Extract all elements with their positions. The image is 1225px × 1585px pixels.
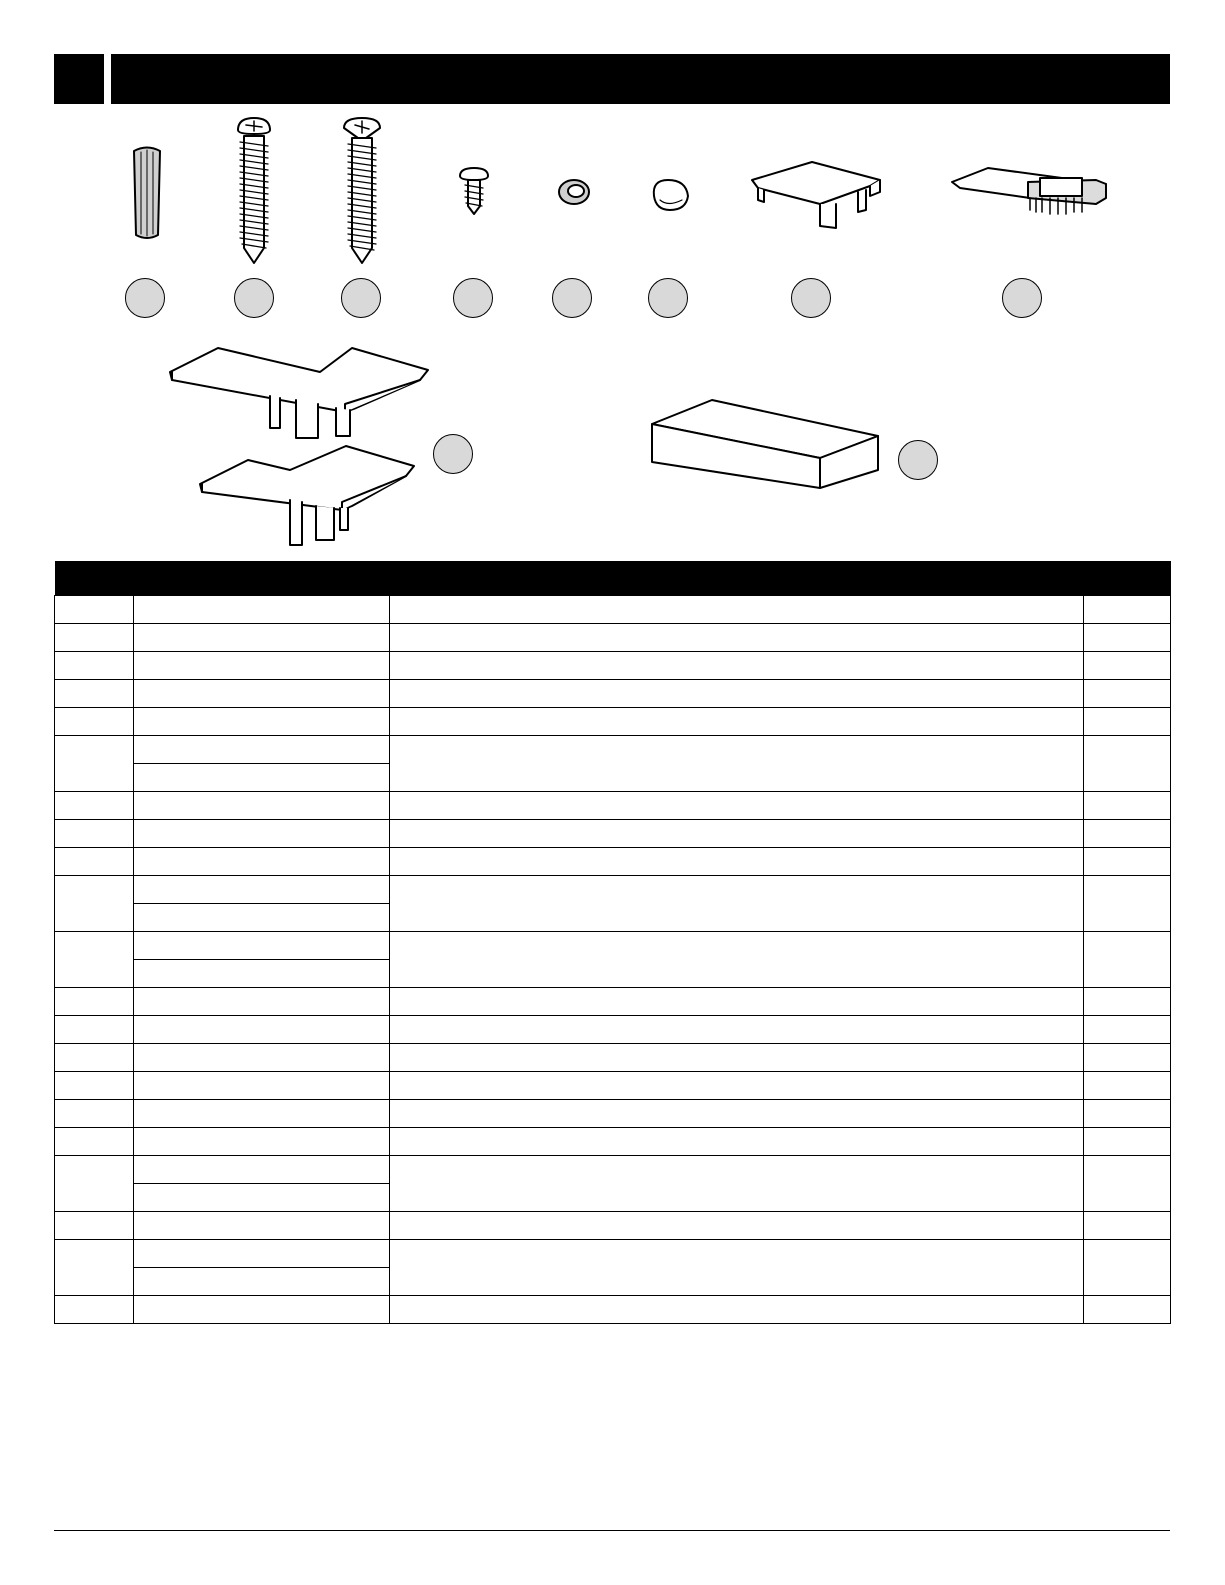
row-part-number	[134, 1072, 390, 1100]
footer-divider	[54, 1530, 1170, 1531]
table-row	[55, 848, 1171, 876]
row-part-number	[134, 1240, 390, 1268]
table-row	[55, 596, 1171, 624]
row-key	[55, 708, 134, 736]
row-part-number	[134, 876, 390, 904]
row-part-number	[134, 1016, 390, 1044]
row-quantity	[1084, 680, 1171, 708]
callout-end-cap	[791, 278, 831, 318]
row-quantity	[1084, 876, 1171, 932]
row-part-number	[134, 624, 390, 652]
table-row	[55, 1156, 1171, 1184]
corner-cap-icon	[170, 348, 428, 545]
row-description	[390, 1212, 1084, 1240]
cap-plug-icon	[654, 180, 688, 210]
pan-head-screw-icon	[238, 118, 270, 263]
row-part-number	[134, 708, 390, 736]
row-quantity	[1084, 848, 1171, 876]
callout-flat-screw	[341, 278, 381, 318]
table-row	[55, 820, 1171, 848]
row-description	[390, 624, 1084, 652]
header-key	[55, 561, 134, 596]
row-part-number	[134, 680, 390, 708]
callout-anchor	[125, 278, 165, 318]
row-part-number	[134, 932, 390, 960]
table-row	[55, 932, 1171, 960]
table-row	[55, 988, 1171, 1016]
row-description	[390, 876, 1084, 932]
row-quantity	[1084, 736, 1171, 792]
row-key	[55, 1296, 134, 1324]
table-row	[55, 680, 1171, 708]
row-quantity	[1084, 820, 1171, 848]
row-description	[390, 848, 1084, 876]
table-header-row	[55, 561, 1171, 596]
bracket-clip-icon	[952, 168, 1106, 214]
row-key	[55, 848, 134, 876]
table-row	[55, 792, 1171, 820]
row-quantity	[1084, 708, 1171, 736]
row-description	[390, 652, 1084, 680]
table-row	[55, 708, 1171, 736]
table-row	[55, 1296, 1171, 1324]
callout-spacer-block	[898, 440, 938, 480]
callout-short-screw	[453, 278, 493, 318]
header-description	[390, 561, 1084, 596]
row-key	[55, 1044, 134, 1072]
row-part-number	[134, 1268, 390, 1296]
row-part-number	[134, 988, 390, 1016]
row-description	[390, 1044, 1084, 1072]
grommet-icon	[559, 180, 589, 204]
callout-corner-cap	[433, 434, 473, 474]
row-key	[55, 1016, 134, 1044]
callout-pan-screw	[234, 278, 274, 318]
row-part-number	[134, 1128, 390, 1156]
table-row	[55, 1212, 1171, 1240]
row-key	[55, 792, 134, 820]
table-row	[55, 736, 1171, 764]
spacer-block-icon	[652, 400, 878, 488]
row-part-number	[134, 960, 390, 988]
row-key	[55, 932, 134, 988]
row-key	[55, 652, 134, 680]
row-description	[390, 792, 1084, 820]
row-description	[390, 1296, 1084, 1324]
row-description	[390, 736, 1084, 792]
row-quantity	[1084, 1156, 1171, 1212]
row-key	[55, 596, 134, 624]
row-quantity	[1084, 1100, 1171, 1128]
row-part-number	[134, 764, 390, 792]
row-part-number	[134, 848, 390, 876]
row-part-number	[134, 596, 390, 624]
table-row	[55, 1072, 1171, 1100]
row-quantity	[1084, 1044, 1171, 1072]
hardware-illustrations	[0, 0, 1225, 560]
row-part-number	[134, 652, 390, 680]
row-quantity	[1084, 1212, 1171, 1240]
row-description	[390, 988, 1084, 1016]
table-row	[55, 1044, 1171, 1072]
row-part-number	[134, 820, 390, 848]
row-quantity	[1084, 1128, 1171, 1156]
row-part-number	[134, 792, 390, 820]
row-quantity	[1084, 652, 1171, 680]
row-description	[390, 1156, 1084, 1212]
table-row	[55, 876, 1171, 904]
row-description	[390, 708, 1084, 736]
row-key	[55, 1128, 134, 1156]
row-part-number	[134, 1184, 390, 1212]
row-quantity	[1084, 1016, 1171, 1044]
callout-cap-plug	[648, 278, 688, 318]
row-key	[55, 988, 134, 1016]
row-description	[390, 1128, 1084, 1156]
row-description	[390, 596, 1084, 624]
parts-list-table	[54, 561, 1171, 1324]
row-key	[55, 1100, 134, 1128]
row-key	[55, 1240, 134, 1296]
end-cap-icon	[752, 162, 880, 228]
row-quantity	[1084, 1240, 1171, 1296]
row-part-number	[134, 904, 390, 932]
row-key	[55, 736, 134, 792]
row-quantity	[1084, 988, 1171, 1016]
table-row	[55, 1240, 1171, 1268]
row-description	[390, 680, 1084, 708]
row-description	[390, 1240, 1084, 1296]
table-row	[55, 1100, 1171, 1128]
header-quantity	[1084, 561, 1171, 596]
row-key	[55, 624, 134, 652]
row-key	[55, 680, 134, 708]
flat-head-screw-icon	[344, 118, 380, 263]
row-quantity	[1084, 1296, 1171, 1324]
table-row	[55, 1016, 1171, 1044]
row-key	[55, 1156, 134, 1212]
wall-anchor-icon	[134, 148, 160, 239]
row-quantity	[1084, 596, 1171, 624]
row-key	[55, 1072, 134, 1100]
callout-bracket-clip	[1002, 278, 1042, 318]
row-quantity	[1084, 1072, 1171, 1100]
row-quantity	[1084, 932, 1171, 988]
header-part-number	[134, 561, 390, 596]
table-row	[55, 1128, 1171, 1156]
row-key	[55, 1212, 134, 1240]
row-part-number	[134, 1044, 390, 1072]
row-part-number	[134, 736, 390, 764]
row-description	[390, 1100, 1084, 1128]
row-description	[390, 1072, 1084, 1100]
row-part-number	[134, 1156, 390, 1184]
row-part-number	[134, 1212, 390, 1240]
short-screw-icon	[460, 168, 488, 214]
table-row	[55, 624, 1171, 652]
row-quantity	[1084, 624, 1171, 652]
row-part-number	[134, 1296, 390, 1324]
row-key	[55, 820, 134, 848]
row-quantity	[1084, 792, 1171, 820]
row-description	[390, 1016, 1084, 1044]
callout-grommet	[552, 278, 592, 318]
row-part-number	[134, 1100, 390, 1128]
table-row	[55, 652, 1171, 680]
row-key	[55, 876, 134, 932]
row-description	[390, 932, 1084, 988]
row-description	[390, 820, 1084, 848]
